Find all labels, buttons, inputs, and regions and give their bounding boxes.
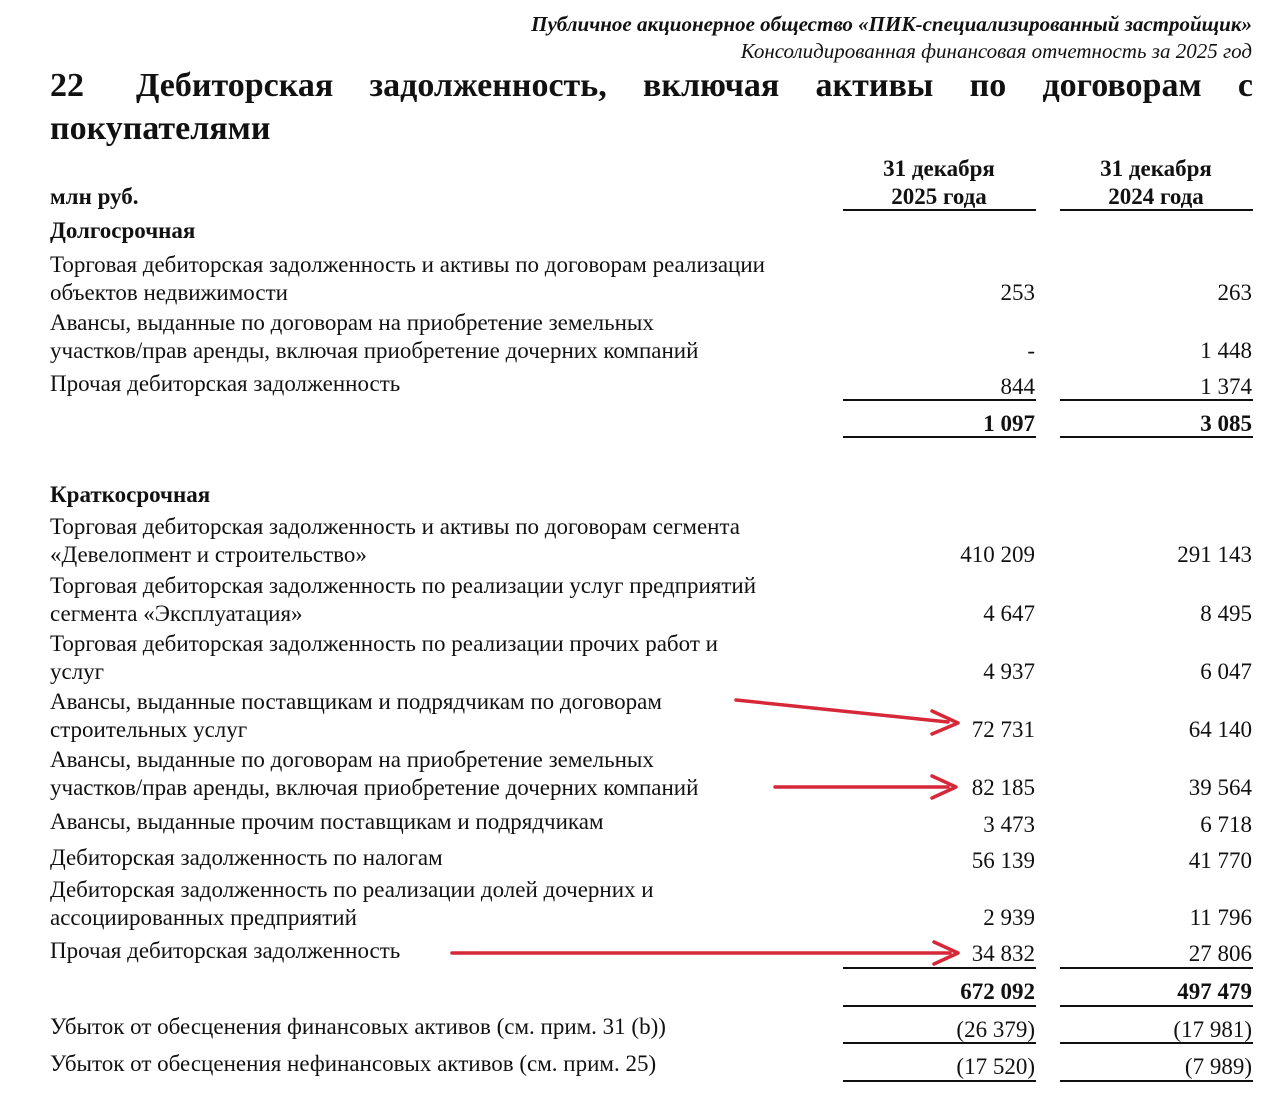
value-2025: 410 209	[960, 542, 1035, 567]
value-2025: -	[1027, 338, 1035, 363]
row-label: объектов недвижимости	[50, 280, 288, 305]
column-header-2024: 31 декабря 2024 года	[1100, 156, 1212, 209]
value-2025: 34 832	[971, 941, 1035, 966]
value-2024: 291 143	[1177, 542, 1252, 567]
value-2024: 6 718	[1200, 812, 1252, 837]
row-label: Авансы, выданные прочим поставщикам и подрядчикам	[50, 809, 604, 834]
row-label: Прочая дебиторская задолженность	[50, 371, 401, 396]
row-label: Торговая дебиторская задолженность по реализации услуг предприятий	[50, 573, 757, 598]
value-2025: 844	[1000, 374, 1035, 399]
value-2024: 39 564	[1188, 775, 1252, 800]
section-heading-long-term: Долгосрочная	[50, 218, 196, 243]
arrow-construction-advances	[736, 700, 958, 734]
value-2024: 8 495	[1200, 601, 1252, 626]
total-long-term-2024: 3 085	[1200, 411, 1252, 436]
column-header-2025: 31 декабря 2025 года	[883, 156, 995, 209]
value-2024: 1 374	[1200, 374, 1252, 399]
impairment-nonfinancial-label: Убыток от обесценения нефинансовых активов (см. прим. 25)	[50, 1051, 657, 1076]
row-label: сегмента «Эксплуатация»	[50, 601, 303, 626]
note-title-text: Дебиторская задолженность, включая активы по договорам с	[136, 67, 1253, 104]
row-label: «Девелопмент и строительство»	[50, 542, 367, 567]
row-label: Торговая дебиторская задолженность и активы по договорам сегмента	[50, 514, 741, 539]
row-label: участков/прав аренды, включая приобретение дочерних компаний	[50, 775, 699, 800]
report-header-company: Публичное акционерное общество «ПИК-специализированный застройщик»	[531, 12, 1252, 36]
row-label: Авансы, выданные поставщикам и подрядчикам по договорам	[50, 689, 662, 714]
row-label: строительных услуг	[50, 717, 248, 742]
value-2025: 82 185	[971, 775, 1035, 800]
value-2025: 4 937	[983, 659, 1035, 684]
row-label: ассоциированных предприятий	[50, 905, 357, 930]
row-label: Дебиторская задолженность по налогам	[50, 845, 443, 870]
arrow-land-advances	[775, 776, 956, 798]
value-2025: 3 473	[983, 812, 1035, 837]
impairment-financial-2025: (26 379)	[956, 1017, 1035, 1042]
report-header-period: Консолидированная финансовая отчетность за 2025 год	[740, 39, 1252, 63]
total-short-term-2025: 672 092	[960, 979, 1035, 1004]
impairment-financial-label: Убыток от обесценения финансовых активов (см. прим. 31 (b))	[50, 1014, 666, 1039]
value-2024: 263	[1217, 280, 1252, 305]
value-2024: 27 806	[1188, 941, 1252, 966]
note-title-line-2: покупателями	[50, 110, 271, 147]
unit-label: млн руб.	[50, 184, 139, 209]
impairment-nonfinancial-2024: (7 989)	[1184, 1054, 1252, 1079]
arrow-other-receivables	[452, 942, 958, 964]
note-number: 22	[50, 67, 84, 104]
row-label: участков/прав аренды, включая приобретение дочерних компаний	[50, 338, 699, 363]
value-2025: 253	[1000, 280, 1035, 305]
value-2024: 41 770	[1188, 848, 1252, 873]
total-short-term-2024: 497 479	[1177, 979, 1252, 1004]
row-label: Торговая дебиторская задолженность и активы по договорам реализации	[50, 252, 765, 277]
section-heading-short-term: Краткосрочная	[50, 482, 211, 507]
value-2025: 72 731	[971, 717, 1035, 742]
value-2024: 1 448	[1200, 338, 1252, 363]
value-2025: 2 939	[983, 905, 1035, 930]
row-label: Дебиторская задолженность по реализации долей дочерних и	[50, 877, 654, 902]
impairment-financial-2024: (17 981)	[1173, 1017, 1252, 1042]
total-long-term-2025: 1 097	[983, 411, 1035, 436]
row-label: Авансы, выданные по договорам на приобретение земельных	[50, 310, 654, 335]
impairment-nonfinancial-2025: (17 520)	[956, 1054, 1035, 1079]
value-2025: 56 139	[971, 848, 1035, 873]
value-2024: 6 047	[1200, 659, 1252, 684]
value-2025: 4 647	[983, 601, 1035, 626]
value-2024: 11 796	[1189, 905, 1252, 930]
row-label: Торговая дебиторская задолженность по реализации прочих работ и	[50, 631, 718, 656]
row-label: услуг	[50, 659, 105, 684]
row-label: Прочая дебиторская задолженность	[50, 938, 401, 963]
row-label: Авансы, выданные по договорам на приобретение земельных	[50, 747, 654, 772]
value-2024: 64 140	[1188, 717, 1252, 742]
